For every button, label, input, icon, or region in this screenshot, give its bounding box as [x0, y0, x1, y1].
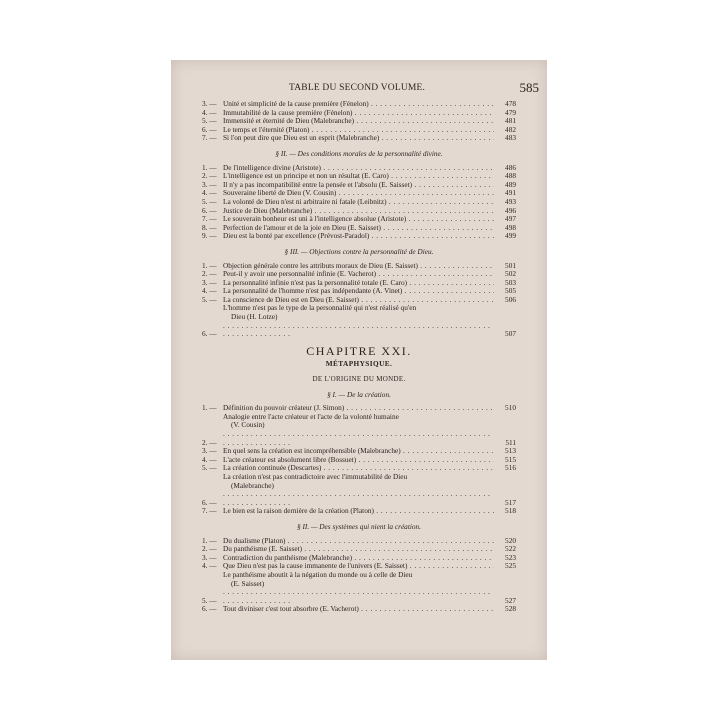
- toc-entry: [202, 456, 516, 465]
- entry-number: 1. —: [202, 162, 217, 172]
- entry-page: 505: [505, 286, 516, 296]
- entry-page: 518: [505, 506, 516, 516]
- toc-entry: [202, 224, 516, 233]
- entry-text: L'acte créateur est absolument libre (Bossuet) . . .: [223, 456, 494, 465]
- entry-page: 482: [505, 124, 516, 134]
- entry-text: La personnalité de l'homme n'est pas indépendante (A. Vinet) . . .: [223, 287, 494, 296]
- toc-block-5a: [202, 537, 516, 571]
- entry-page: 527: [505, 595, 516, 605]
- entry-text: La conscience de Dieu est en Dieu (E. Saisset) . . .: [223, 296, 494, 305]
- entry-number: 5. —: [202, 463, 217, 473]
- entry-text: Le souverain bonheur est uni à l'intelligence absolue (Aristote) . . .: [223, 215, 494, 224]
- entry-page: 493: [505, 196, 516, 206]
- toc-entry: [202, 605, 516, 614]
- chapter-subtitle: MÉTAPHYSIQUE.: [325, 359, 393, 369]
- section-heading-4: § I. — De la création.: [327, 389, 391, 399]
- entry-text: Peut-il y avoir une personnalité infinie (E. Vacherot) . . .: [223, 270, 494, 279]
- entry-page: 523: [505, 552, 516, 562]
- entry-number: 2. —: [202, 269, 217, 279]
- entry-text: Que Dieu n'est pas la cause immanente de l'univers (E. Saisset) . . .: [223, 562, 494, 571]
- toc-block-5b: [202, 605, 516, 614]
- entry-text: Définition du pouvoir créateur (J. Simon) . . .: [223, 404, 494, 413]
- entry-text: Objection générale contre les attributs moraux de Dieu (E. Saisset) . . .: [223, 262, 494, 271]
- entry-page: 488: [505, 171, 516, 181]
- toc-entry: [202, 207, 516, 216]
- toc-entry: [202, 215, 516, 224]
- entry-number: 7. —: [202, 133, 217, 143]
- toc-entry-two-line: [202, 413, 516, 447]
- toc-entry: [202, 537, 516, 546]
- entry-text: Dieu est la bonté par excellence (Prévost-Paradol) . . .: [223, 232, 494, 241]
- entry-text: En quel sens la création est incompréhensible (Malebranche) . . .: [223, 447, 494, 456]
- toc-entry: [202, 507, 516, 516]
- entry-text: La volonté de Dieu n'est ni arbitraire ni fatale (Leibnitz) . . .: [223, 198, 494, 207]
- toc-entry: [202, 447, 516, 456]
- entry-text: Unité et simplicité de la cause première (Fénelon) . . .: [223, 100, 494, 109]
- entry-page: 483: [505, 133, 516, 143]
- toc-entry: [202, 287, 516, 296]
- toc-entry: [202, 189, 516, 198]
- entry-number: 3. —: [202, 277, 217, 287]
- entry-text: La création continuée (Descartes) . . .: [223, 464, 494, 473]
- entry-number: 5. —: [202, 294, 217, 304]
- entry-page: 515: [505, 454, 516, 464]
- entry-number: 6. —: [202, 329, 217, 339]
- toc-entry: [202, 181, 516, 190]
- toc-entry: [202, 296, 516, 305]
- entry-text: Immensité et éternité de Dieu (Malebranche) . . .: [223, 117, 494, 126]
- entry-number: 3. —: [202, 179, 217, 189]
- entry-text: Perfection de l'amour et de la joie en Dieu (E. Saisset) . . .: [223, 224, 494, 233]
- entry-number: 2. —: [202, 544, 217, 554]
- entry-number: 6. —: [202, 497, 217, 507]
- toc-entry: [202, 554, 516, 563]
- entry-number: 4. —: [202, 188, 217, 198]
- entry-number: 6. —: [202, 124, 217, 134]
- entry-text: Du dualisme (Platon) . . .: [223, 537, 494, 546]
- entry-number: 4. —: [202, 454, 217, 464]
- toc-block-2: [202, 164, 516, 241]
- toc-block-4c: [202, 507, 516, 516]
- entry-page: 497: [505, 214, 516, 224]
- toc-block-4b: [202, 447, 516, 473]
- entry-page: 511: [505, 437, 516, 447]
- entry-text: Si l'on peut dire que Dieu est un esprit (Malebranche) . . .: [223, 134, 494, 143]
- page-number: 585: [519, 80, 539, 95]
- entry-number: 6. —: [202, 205, 217, 215]
- entry-text-line1: La création n'est pas contradictoire avec l'immutabilité de Dieu: [223, 472, 408, 481]
- entry-page: 503: [505, 277, 516, 287]
- entry-number: 1. —: [202, 260, 217, 270]
- entry-page: 486: [505, 162, 516, 172]
- entry-page: 522: [505, 544, 516, 554]
- entry-text-line2: (V. Cousin): [231, 420, 265, 430]
- toc-block-3: [202, 262, 516, 305]
- toc-entry: [202, 404, 516, 413]
- entry-page: 489: [505, 179, 516, 189]
- entry-number: 7. —: [202, 214, 217, 224]
- toc-entry: [202, 232, 516, 241]
- entry-text: Il n'y a pas incompatibilité entre la pensée et l'absolu (E. Saisset) . . .: [223, 181, 494, 190]
- entry-text: L'intelligence est un principe et non un résultat (E. Caro) . . .: [223, 172, 494, 181]
- chapter-title: CHAPITRE XXI.: [306, 343, 412, 358]
- entry-text: Le bien est la raison dernière de la création (Platon) . . .: [223, 507, 494, 516]
- toc-content: [202, 100, 516, 614]
- section-heading-5: § II. — Des systèmes qui nient la création.: [296, 521, 422, 531]
- book-page: [171, 60, 547, 660]
- entry-number: 9. —: [202, 231, 217, 241]
- entry-text: Tout diviniser c'est tout absorbre (E. Vacherot) . . .: [223, 605, 494, 614]
- entry-page: 516: [505, 463, 516, 473]
- entry-text: Du panthéisme (E. Saisset) . . .: [223, 545, 494, 554]
- entry-page: 498: [505, 222, 516, 232]
- toc-entry: [202, 279, 516, 288]
- entry-number: 5. —: [202, 595, 217, 605]
- toc-entry: [202, 545, 516, 554]
- entry-page: 501: [505, 260, 516, 270]
- entry-text-line2: (E. Saisset): [231, 578, 265, 588]
- entry-page: 499: [505, 231, 516, 241]
- toc-entry-two-line: [202, 571, 516, 605]
- toc-entry: [202, 109, 516, 118]
- entry-text-line2: (Malebranche): [231, 480, 274, 490]
- entry-page: 479: [505, 107, 516, 117]
- entry-text-line1: L'homme n'est pas le type de la personnalité qui n'est réalisé qu'en: [223, 304, 417, 313]
- entry-text: La personnalité infinie n'est pas la personnalité totale (E. Caro) . . .: [223, 279, 494, 288]
- entry-page: 528: [505, 604, 516, 614]
- entry-text: Souveraine liberté de Dieu (V. Cousin) . . .: [223, 189, 494, 198]
- entry-page: 502: [505, 269, 516, 279]
- running-title: TABLE DU SECOND VOLUME.: [289, 83, 426, 93]
- entry-number: 2. —: [202, 437, 217, 447]
- entry-number: 3. —: [202, 446, 217, 456]
- entry-number: 3. —: [202, 552, 217, 562]
- section-heading-3: § III. — Objections contre la personnalité de Dieu.: [284, 246, 434, 256]
- section-heading-2: § II. — Des conditions morales de la personnalité divine.: [275, 148, 443, 158]
- entry-page: 525: [505, 561, 516, 571]
- entry-page: 496: [505, 205, 516, 215]
- entry-number: 4. —: [202, 107, 217, 117]
- toc-entry: [202, 100, 516, 109]
- entry-number: 1. —: [202, 403, 217, 413]
- chapter-subtitle-2: DE L'ORIGINE DU MONDE.: [312, 375, 406, 384]
- entry-number: 6. —: [202, 604, 217, 614]
- toc-block-4a: [202, 404, 516, 413]
- entry-text: Justice de Dieu (Malebranche) . . .: [223, 207, 494, 216]
- entry-number: 1. —: [202, 535, 217, 545]
- toc-entry-two-line: [202, 473, 516, 507]
- toc-entry: [202, 464, 516, 473]
- entry-text-line1: Le panthéisme aboutit à la négation du monde ou à celle de Dieu: [223, 570, 413, 579]
- entry-number: 5. —: [202, 116, 217, 126]
- entry-text-line2: Dieu (H. Lotze): [231, 312, 278, 322]
- toc-entry: [202, 172, 516, 181]
- entry-page: 491: [505, 188, 516, 198]
- toc-entry: [202, 198, 516, 207]
- toc-entry: [202, 262, 516, 271]
- toc-entry: [202, 562, 516, 571]
- toc-entry: [202, 270, 516, 279]
- toc-entry: [202, 164, 516, 173]
- entry-number: 3. —: [202, 99, 217, 108]
- entry-text: Immutabilité de la cause première (Fénelon) . . .: [223, 109, 494, 118]
- entry-number: 5. —: [202, 196, 217, 206]
- entry-number: 4. —: [202, 561, 217, 571]
- toc-block-1: [202, 100, 516, 143]
- entry-number: 2. —: [202, 171, 217, 181]
- entry-number: 4. —: [202, 286, 217, 296]
- page-header: [171, 80, 547, 96]
- toc-entry: [202, 134, 516, 143]
- entry-text-line1: Analogie entre l'acte créateur et l'acte de la volonté humaine: [223, 412, 399, 421]
- toc-entry: [202, 117, 516, 126]
- entry-text: De l'intelligence divine (Aristote) . . .: [223, 164, 494, 173]
- entry-page: 520: [505, 535, 516, 545]
- entry-number: 7. —: [202, 506, 217, 516]
- entry-page: 507: [505, 329, 516, 339]
- entry-page: 481: [505, 116, 516, 126]
- entry-number: 8. —: [202, 222, 217, 232]
- toc-entry: [202, 126, 516, 135]
- entry-text: Contradiction du panthéisme (Malebranche) . . .: [223, 554, 494, 563]
- entry-page: 478: [505, 99, 516, 108]
- entry-text: Le temps et l'éternité (Platon) . . .: [223, 126, 494, 135]
- entry-page: 517: [505, 497, 516, 507]
- entry-page: 506: [505, 294, 516, 304]
- entry-page: 510: [505, 403, 516, 413]
- toc-entry-two-line: [202, 304, 516, 338]
- entry-page: 513: [505, 446, 516, 456]
